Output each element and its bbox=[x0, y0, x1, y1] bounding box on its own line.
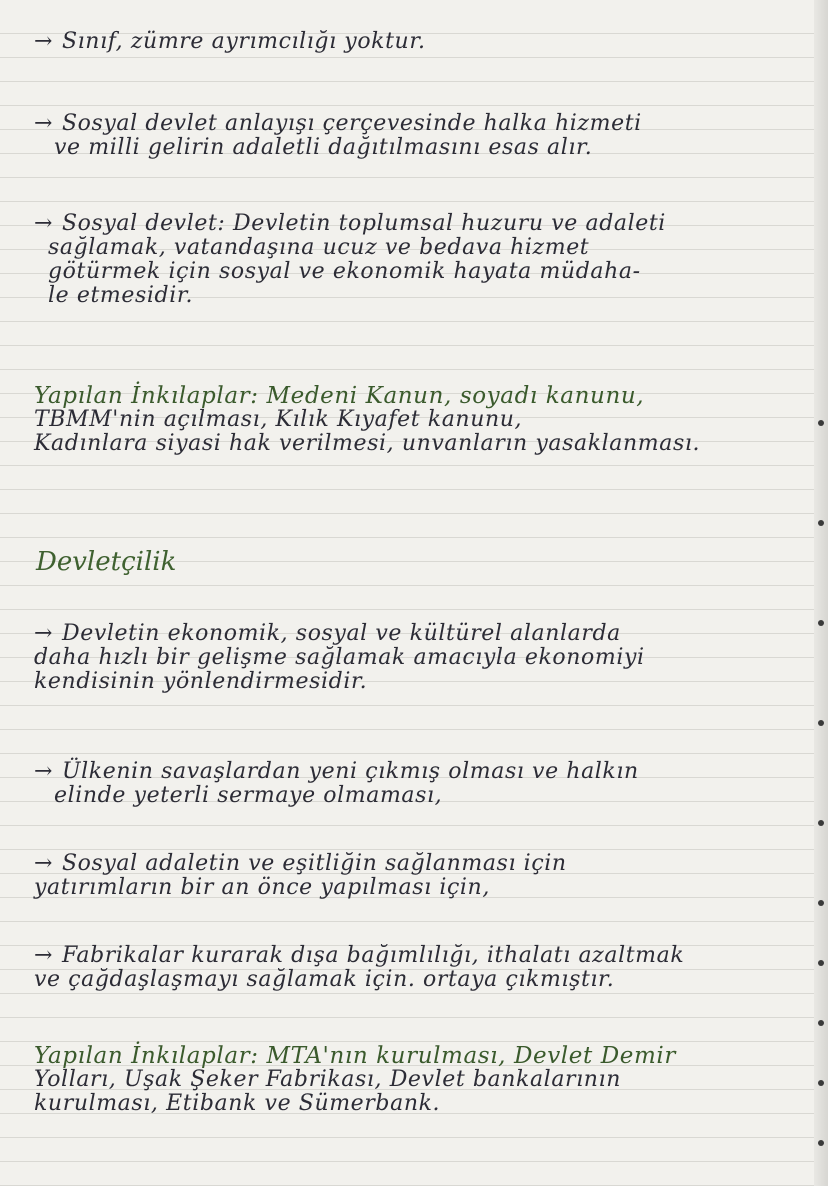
note-text: le etmesidir. bbox=[48, 283, 194, 308]
note-line bbox=[34, 968, 794, 992]
note-text: yatırımların bir an önce yapılması için, bbox=[34, 875, 490, 900]
arrow-icon: → bbox=[34, 29, 54, 54]
note-text: elinde yeterli sermaye olmaması, bbox=[54, 783, 443, 808]
note-text: Kadınlara siyasi hak verilmesi, unvanların yasaklanması. bbox=[34, 431, 701, 456]
note-statism-reason-equality bbox=[34, 852, 794, 900]
binding-hole bbox=[818, 1080, 824, 1086]
section-heading: Devletçilik bbox=[36, 547, 177, 577]
arrow-icon: → bbox=[34, 851, 54, 876]
note-text: Sosyal adaletin ve eşitliğin sağlanması için bbox=[62, 851, 567, 876]
note-text: Yolları, Uşak Şeker Fabrikası, Devlet bankalarının bbox=[34, 1067, 621, 1092]
note-class-distinction bbox=[34, 30, 794, 54]
note-text: kendisinin yönlendirmesidir. bbox=[34, 669, 368, 694]
note-line bbox=[34, 112, 794, 136]
arrow-icon: → bbox=[34, 211, 54, 236]
note-line bbox=[34, 408, 794, 432]
note-line bbox=[34, 784, 794, 808]
note-text: daha hızlı bir gelişme sağlamak amacıyla ekonomiyi bbox=[34, 645, 645, 670]
note-text: Ülkenin savaşlardan yeni çıkmış olması ve halkın bbox=[62, 759, 639, 784]
note-line bbox=[34, 852, 794, 876]
note-social-state-definition bbox=[34, 212, 794, 308]
note-line bbox=[34, 284, 794, 308]
note-text: Sınıf, zümre ayrımcılığı yoktur. bbox=[62, 29, 426, 54]
note-text: Sosyal devlet: Devletin toplumsal huzuru ve adaleti bbox=[62, 211, 666, 236]
arrow-icon: → bbox=[34, 621, 54, 646]
note-text: Yapılan İnkılaplar: MTA'nın kurulması, Devlet Demir bbox=[34, 1043, 676, 1069]
note-line bbox=[34, 760, 794, 784]
note-line bbox=[34, 876, 794, 900]
note-text: Sosyal devlet anlayışı çerçevesinde halka hizmeti bbox=[62, 111, 642, 136]
note-line bbox=[34, 944, 794, 968]
binding-hole bbox=[818, 420, 824, 426]
binding-hole bbox=[818, 620, 824, 626]
note-line bbox=[34, 30, 794, 54]
binding-hole bbox=[818, 820, 824, 826]
arrow-icon: → bbox=[34, 759, 54, 784]
arrow-icon: → bbox=[34, 111, 54, 136]
note-text: sağlamak, vatandaşına ucuz ve bedava hizmet bbox=[48, 235, 590, 260]
note-reforms-social bbox=[34, 384, 794, 456]
note-line bbox=[34, 260, 794, 284]
note-text: Devletin ekonomik, sosyal ve kültürel alanlarda bbox=[62, 621, 621, 646]
notebook-binding bbox=[814, 0, 828, 1186]
arrow-icon: → bbox=[34, 943, 54, 968]
binding-hole bbox=[818, 720, 824, 726]
note-line bbox=[34, 432, 794, 456]
note-statism-definition bbox=[34, 622, 794, 694]
note-reforms-economic bbox=[34, 1044, 794, 1116]
note-statism-reason-factories bbox=[34, 944, 794, 992]
note-statism-reason-war bbox=[34, 760, 794, 808]
note-line bbox=[34, 646, 794, 670]
note-line bbox=[34, 670, 794, 694]
note-line bbox=[34, 236, 794, 260]
note-line bbox=[34, 136, 794, 160]
note-social-state-understanding bbox=[34, 112, 794, 160]
note-text: ve milli gelirin adaletli dağıtılmasını esas alır. bbox=[54, 135, 593, 160]
note-text: kurulması, Etibank ve Sümerbank. bbox=[34, 1091, 441, 1116]
note-line bbox=[34, 384, 794, 408]
note-text: Fabrikalar kurarak dışa bağımlılığı, ithalatı azaltmak bbox=[62, 943, 685, 968]
note-line bbox=[34, 212, 794, 236]
binding-hole bbox=[818, 1020, 824, 1026]
note-line bbox=[34, 622, 794, 646]
binding-hole bbox=[818, 520, 824, 526]
note-text: Yapılan İnkılaplar: Medeni Kanun, soyadı kanunu, bbox=[34, 383, 645, 409]
note-text: götürmek için sosyal ve ekonomik hayata müdaha- bbox=[48, 259, 641, 284]
binding-hole bbox=[818, 900, 824, 906]
note-line bbox=[34, 1044, 794, 1068]
note-text: TBMM'nin açılması, Kılık Kıyafet kanunu, bbox=[34, 407, 523, 432]
binding-hole bbox=[818, 1140, 824, 1146]
note-line bbox=[34, 1068, 794, 1092]
note-line bbox=[34, 1092, 794, 1116]
note-text: ve çağdaşlaşmayı sağlamak için. ortaya çıkmıştır. bbox=[34, 967, 615, 992]
binding-hole bbox=[818, 960, 824, 966]
